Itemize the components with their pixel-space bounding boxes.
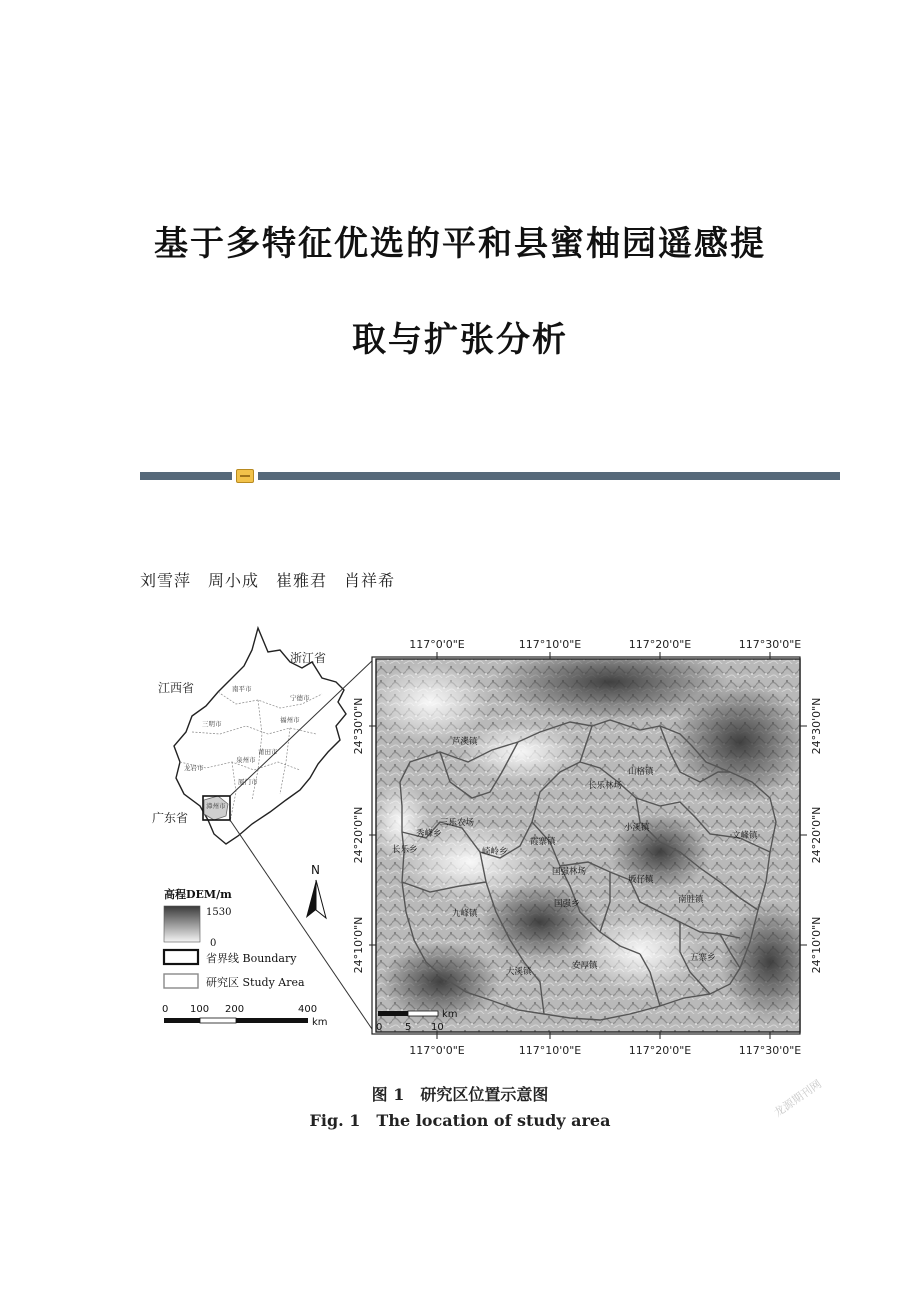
inset-city-longyan: 龙岩市 (184, 764, 204, 772)
town-wuzhai: 五寨乡 (690, 953, 716, 963)
lon-label-bottom-117-20: 117°20'0"E (628, 1044, 692, 1057)
lat-label-left-24-30: 24°30'0"N (352, 697, 365, 755)
svg-text:km: km (312, 1017, 328, 1028)
lat-label-right-24-30: 24°30'0"N (810, 697, 823, 755)
divider-bar-left (140, 472, 232, 480)
town-guoqiang-forest: 国强林场 (552, 867, 587, 877)
inset-north-arrow-icon (306, 863, 326, 918)
figure-caption-cn: 图 1 研究区位置示意图 (371, 1085, 549, 1104)
lat-label-right-24-20: 24°20'0"N (810, 806, 823, 864)
town-luxi: 芦溪镇 (452, 737, 478, 747)
inset-city-nanping: 南平市 (232, 685, 252, 693)
lon-label-top-117-30: 117°30'0"E (738, 638, 802, 651)
svg-text:200: 200 (225, 1004, 245, 1015)
study-area-figure (140, 622, 840, 1102)
inset-legend-title: 高程DEM/m (164, 888, 232, 901)
inset-province-jiangxi: 江西省 (158, 681, 195, 695)
inset-city-zhangzhou: 漳州市 (206, 802, 226, 810)
svg-text:100: 100 (190, 1004, 210, 1015)
lat-label-right-24-10: 24°10'0"N (810, 916, 823, 974)
lon-label-bottom-117-30: 117°30'0"E (738, 1044, 802, 1057)
lon-label-top-117-10: 117°10'0"E (518, 638, 582, 651)
inset-legend-dem-ramp (164, 906, 200, 942)
inset-legend-dem-max: 1530 (206, 907, 232, 918)
svg-text:0: 0 (162, 1004, 169, 1015)
town-guoqiang: 国强乡 (554, 899, 580, 909)
town-changle: 长乐乡 (392, 845, 418, 855)
inset-province-zhejiang: 浙江省 (290, 651, 327, 665)
watermark: 龙源期刊网 (771, 1077, 825, 1120)
document-title-line-1: 基于多特征优选的平和县蜜柚园遥感提 (154, 224, 766, 264)
svg-text:0: 0 (376, 1022, 383, 1033)
divider-badge-icon (236, 469, 254, 483)
inset-legend-boundary-label: 省界线 Boundary (206, 952, 297, 965)
town-changle-forest: 长乐林场 (588, 781, 623, 791)
inset-city-xiamen: 厦门市 (238, 778, 258, 786)
document-title-line-2: 取与扩张分析 (352, 320, 568, 360)
inset-province-guangdong: 广东省 (152, 811, 189, 825)
inset-city-ningde: 宁德市 (290, 694, 310, 702)
inset-scale-bar (162, 1004, 328, 1028)
town-nansheng: 南胜镇 (678, 895, 704, 905)
lon-label-top-117-00: 117°0'0"E (409, 638, 465, 651)
inset-city-quanzhou: 泉州市 (236, 756, 256, 764)
inset-city-putian: 莆田市 (258, 748, 278, 756)
town-shange: 山格镇 (628, 767, 654, 777)
svg-text:5: 5 (405, 1022, 412, 1033)
town-xiaoxi: 小溪镇 (624, 823, 650, 833)
svg-text:400: 400 (298, 1004, 318, 1015)
svg-text:km: km (442, 1009, 458, 1020)
lon-label-bottom-117-10: 117°10'0"E (518, 1044, 582, 1057)
inset-legend-study-swatch (164, 974, 198, 988)
inset-legend-boundary-swatch (164, 950, 198, 964)
town-anhou: 安厚镇 (572, 961, 598, 971)
figure-caption-en: Fig. 1 The location of study area (309, 1111, 611, 1130)
inset-legend-dem-min: 0 (210, 938, 217, 949)
svg-text:N: N (311, 863, 320, 877)
lat-label-left-24-10: 24°10'0"N (352, 916, 365, 974)
lon-label-top-117-20: 117°20'0"E (628, 638, 692, 651)
inset-legend-study-label: 研究区 Study Area (206, 976, 305, 989)
town-daxi: 大溪镇 (506, 967, 532, 977)
divider-bar-right (258, 472, 840, 480)
town-xiazhai: 霞寨镇 (530, 837, 556, 847)
lat-label-left-24-20: 24°20'0"N (352, 806, 365, 864)
town-xiufeng: 秀峰乡 (416, 829, 442, 839)
inset-city-sanming: 三明市 (202, 720, 222, 728)
lon-label-bottom-117-00: 117°0'0"E (409, 1044, 465, 1057)
town-banzi: 坂仔镇 (628, 875, 654, 885)
author-list: 刘雪萍 周小成 崔雅君 肖祥希 (140, 571, 396, 590)
town-qiling: 崎岭乡 (482, 847, 508, 857)
town-sanle-farm: 三乐农场 (440, 818, 475, 828)
inset-city-fuzhou: 福州市 (280, 716, 300, 724)
inset-map (152, 628, 374, 1032)
svg-text:10: 10 (431, 1022, 444, 1033)
town-wenfeng: 文峰镇 (732, 831, 758, 841)
town-jiufeng: 九峰镇 (452, 909, 478, 919)
main-map (352, 638, 823, 1057)
